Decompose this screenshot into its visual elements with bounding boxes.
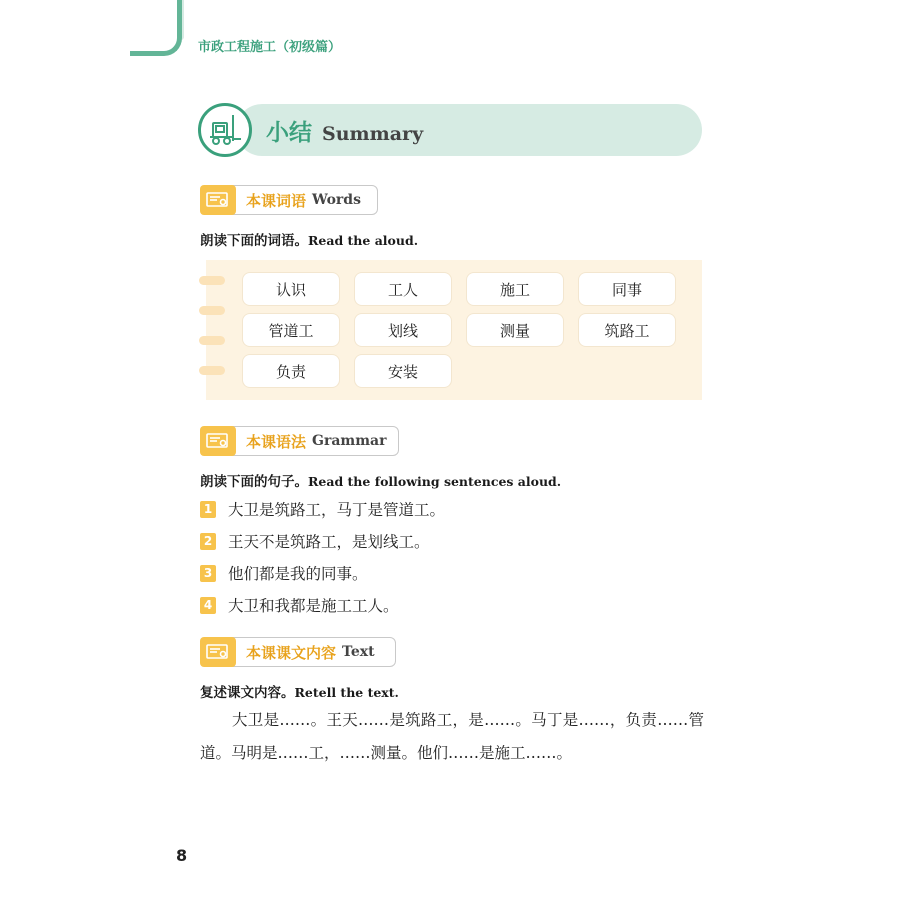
- words-instruction-en: Read the aloud.: [308, 233, 419, 248]
- grammar-title-zh: 本课语法: [246, 432, 307, 451]
- word-card: 同事: [579, 273, 675, 305]
- number-badge: 3: [200, 565, 216, 582]
- number-badge: 4: [200, 597, 216, 614]
- retell-paragraph: 大卫是……。王天……是筑路工，是……。马丁是……，负责……管道。马明是……工，……测量。他们……是施工……。: [200, 711, 704, 762]
- word-card: 负责: [243, 355, 339, 387]
- running-title: 市政工程施工（初级篇）: [198, 40, 342, 55]
- sentence-text: 大卫和我都是施工工人。: [228, 597, 399, 615]
- words-instruction: [200, 229, 418, 249]
- word-card: 施工: [467, 273, 563, 305]
- word-card: 安装: [355, 355, 451, 387]
- summary-title: [266, 114, 423, 147]
- number-badge: 2: [200, 533, 216, 550]
- words-title-zh: 本课词语: [246, 191, 307, 210]
- sentence-text: 大卫是筑路工，马丁是管道工。: [228, 501, 446, 519]
- binder-ring: [199, 276, 225, 285]
- words-title-en: Words: [312, 192, 361, 208]
- word-card: 管道工: [243, 314, 339, 346]
- word-grid: [243, 273, 675, 387]
- page-number: 8: [176, 846, 188, 865]
- grammar-sentence: [200, 498, 445, 520]
- grammar-sentence: [200, 594, 399, 616]
- text-instruction-en: Retell the text.: [294, 685, 399, 700]
- grammar-title-en: Grammar: [312, 433, 387, 449]
- certificate-icon: [200, 185, 236, 215]
- forklift-icon: [198, 103, 252, 157]
- word-card: 认识: [243, 273, 339, 305]
- text-heading: [200, 637, 375, 667]
- text-instruction-zh: 复述课文内容。: [200, 685, 295, 701]
- grammar-instruction-en: Read the following sentences aloud.: [308, 474, 562, 489]
- summary-title-zh: 小结: [266, 120, 312, 146]
- binder-ring: [199, 336, 225, 345]
- sentence-text: 他们都是我的同事。: [228, 565, 368, 583]
- grammar-instruction-zh: 朗读下面的句子。: [200, 474, 308, 490]
- word-card: 划线: [355, 314, 451, 346]
- grammar-heading: [200, 426, 387, 456]
- certificate-icon: [200, 637, 236, 667]
- grammar-sentence: [200, 562, 368, 584]
- words-instruction-zh: 朗读下面的词语。: [200, 233, 308, 249]
- words-heading: [200, 185, 361, 215]
- text-title-en: Text: [342, 644, 375, 660]
- grammar-sentence: [200, 530, 430, 552]
- word-card: 测量: [467, 314, 563, 346]
- grammar-instruction: [200, 470, 561, 490]
- sentence-text: 王天不是筑路工，是划线工。: [228, 533, 430, 551]
- header-bracket: [130, 0, 182, 56]
- text-instruction: [200, 681, 399, 701]
- word-card: 工人: [355, 273, 451, 305]
- text-title-zh: 本课课文内容: [246, 643, 337, 662]
- summary-title-en: Summary: [322, 123, 424, 145]
- binder-ring: [199, 366, 225, 375]
- number-badge: 1: [200, 501, 216, 518]
- certificate-icon: [200, 426, 236, 456]
- binder-ring: [199, 306, 225, 315]
- word-card: 筑路工: [579, 314, 675, 346]
